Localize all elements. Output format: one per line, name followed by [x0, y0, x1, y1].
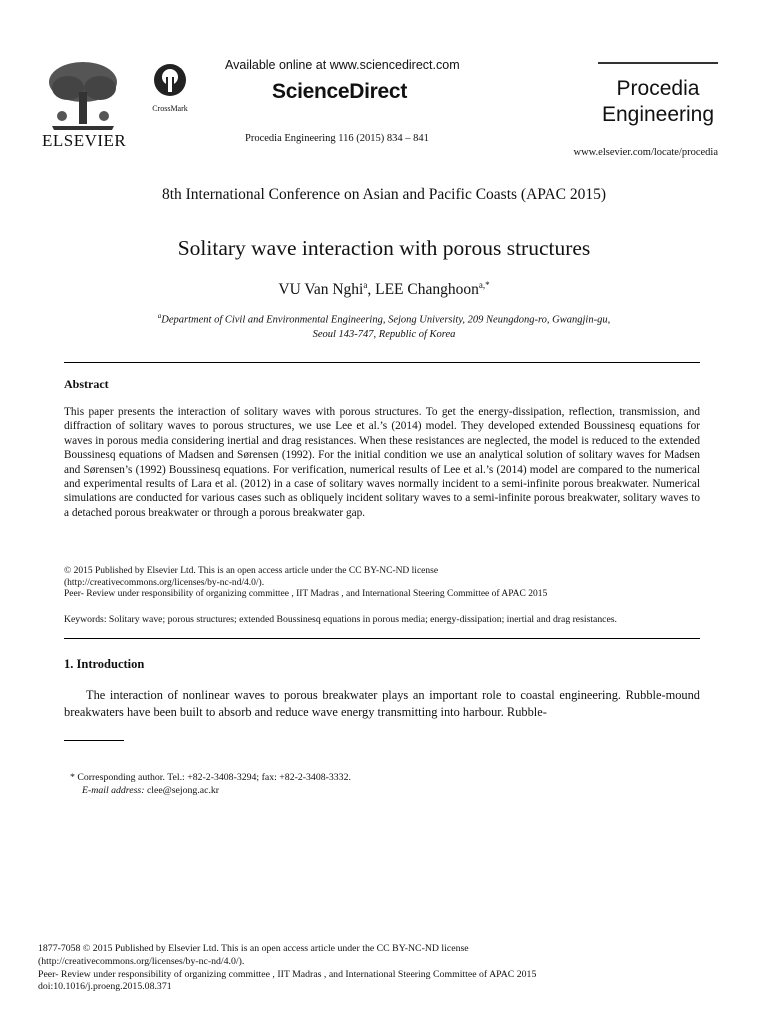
journal-title: [598, 76, 718, 128]
affiliation-mark: a: [157, 312, 162, 320]
copyright-footer: [38, 943, 738, 994]
license-link[interactable]: (http://creativecommons.org/licenses/by-nc-nd/4.0/).: [64, 577, 265, 588]
email-label: E-mail address:: [82, 785, 145, 796]
license-line: Peer- Review under responsibility of organizing committee , IIT Madras , and International Steering Committee of APAC 2015: [64, 589, 548, 599]
paper-title: Solitary wave interaction with porous structures: [177, 236, 591, 260]
crossmark-badge[interactable]: [150, 62, 190, 113]
abstract-text: This paper presents the interaction of solitary waves with porous structures. To get the energy-dissipation, reflection, transmission, and diffraction of solitary waves to porous structures, we use Lee et al.’s (2014) model. They developed extended Boussinesq equations for waves in porous media considering inertial and drag resistances. When these resistances are neglected, the model is reduced to the extended Boussinesq equations of Madsen and Sørensen (1992). For the initial condition we use an analytical solution of solitary waves for Madsen and Sørensen’s (1992) Boussinesq equations. For verification, numerical results of Lee et al.’s (2014) model are compared to the numerical and experimental results of Lara et al. (2012) in a case of solitary waves normally incident to a semi-infinite porous breakwater. Numerical simulations are conducted for various cases such as obliquely incident solitary waves to a semi-infinite porous breakwater, solitary waves to a detached porous breakwater or through a porous breakwater gap.: [64, 406, 700, 519]
affiliation-line: Department of Civil and Environmental Engineering, Sejong University, 209 Neungdong-ro, Gwangjin-gu,: [161, 314, 611, 326]
publisher-wordmark: ELSEVIER: [42, 131, 127, 150]
footnote: [70, 771, 351, 797]
footer-line: 1877-7058 © 2015 Published by Elsevier Ltd. This is an open access article under the CC BY-NC-ND license: [38, 943, 469, 954]
footnote-rule: [64, 740, 124, 741]
intro-text: The interaction of nonlinear waves to porous breakwater plays an important role to coastal engineering. Rubble-mound breakwaters have been built to absorb and reduce wave energy transmitting into harbour. Rubble-: [64, 688, 700, 719]
sciencedirect-logo: ScienceDirect: [272, 80, 408, 103]
divider: [64, 362, 700, 363]
journal-title-rule: [598, 62, 718, 64]
footnote-line: * Corresponding author. Tel.: +82-2-3408-3294; fax: +82-2-3408-3332.: [70, 772, 351, 783]
author-affil-mark: a,*: [478, 280, 490, 290]
affiliation-line: Seoul 143-747, Republic of Korea: [312, 328, 456, 340]
abstract-heading: Abstract: [64, 377, 109, 391]
affiliation: [100, 309, 668, 342]
section-paragraph: [64, 687, 700, 721]
available-online-text: Available online at www.sciencedirect.com: [225, 58, 460, 72]
journal-citation: Procedia Engineering 116 (2015) 834 – 841: [245, 133, 429, 144]
author-separator: ,: [367, 281, 376, 299]
footer-line: Peer- Review under responsibility of organizing committee , IIT Madras , and International Steering Committee of APAC 2015: [38, 968, 537, 980]
crossmark-icon: [152, 62, 188, 98]
doi[interactable]: doi:10.1016/j.proeng.2015.08.371: [38, 981, 172, 993]
license-statement: [64, 566, 700, 601]
conference-name: 8th International Conference on Asian and Pacific Coasts (APAC 2015): [161, 186, 607, 203]
journal-title-line2: Engineering: [601, 103, 715, 126]
author-name: LEE Changhoon: [375, 281, 479, 299]
license-line: © 2015 Published by Elsevier Ltd. This is an open access article under the CC BY-NC-ND license: [64, 566, 439, 576]
author-affil-mark: a: [363, 280, 368, 290]
author-name: VU Van Nghi: [278, 281, 364, 299]
email-address[interactable]: clee@sejong.ac.kr: [144, 785, 220, 796]
author-list: [0, 280, 768, 299]
journal-url[interactable]: www.elsevier.com/locate/procedia: [573, 147, 718, 158]
keywords: Keywords: Solitary wave; porous structures; extended Boussinesq equations in porous media; energy-dissipation; inertial and drag resistances.: [64, 614, 617, 625]
journal-title-line1: Procedia: [616, 77, 700, 100]
section-heading: 1. Introduction: [64, 657, 145, 671]
divider: [64, 638, 700, 639]
crossmark-label: CrossMark: [152, 104, 188, 113]
footer-link[interactable]: (http://creativecommons.org/licenses/by-nc-nd/4.0/).: [38, 955, 245, 967]
